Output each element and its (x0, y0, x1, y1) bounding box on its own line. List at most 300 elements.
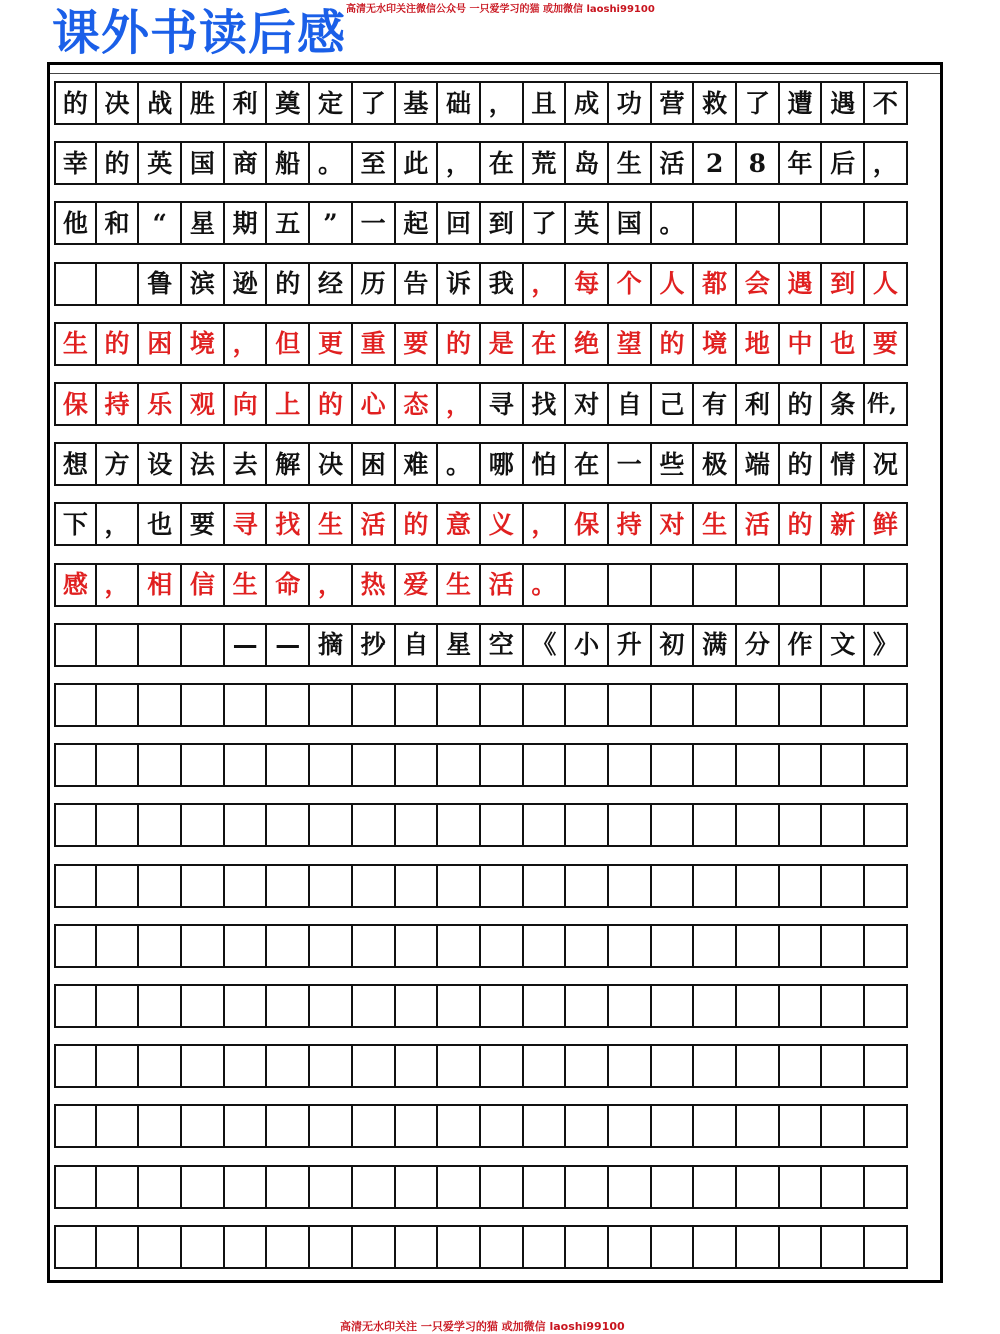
grid-cell (694, 565, 737, 605)
grid-cell: 到 (822, 264, 865, 304)
grid-cell (780, 685, 823, 725)
grid-cell (737, 685, 780, 725)
grid-cell: 作 (780, 625, 823, 665)
grid-cell (310, 805, 353, 845)
grid-cell: 此 (396, 143, 439, 183)
grid-row (54, 743, 908, 787)
grid-cell (566, 1046, 609, 1086)
grid-cell (652, 1167, 695, 1207)
grid-cell (97, 1167, 140, 1207)
grid-cell: 鲜 (865, 504, 908, 544)
grid-cell (822, 866, 865, 906)
grid-cell: 的 (97, 143, 140, 183)
grid-cell: 英 (566, 203, 609, 243)
grid-cell (396, 1167, 439, 1207)
grid-row (54, 201, 908, 245)
grid-cell: 新 (822, 504, 865, 544)
grid-cell (310, 1106, 353, 1146)
grid-cell (54, 866, 97, 906)
grid-cell: 己 (652, 384, 695, 424)
grid-cell: 础 (438, 83, 481, 123)
grid-cell (438, 685, 481, 725)
grid-cell: 都 (694, 264, 737, 304)
grid-cell: 哪 (481, 444, 524, 484)
grid-cell (865, 805, 908, 845)
grid-cell (524, 1167, 567, 1207)
grid-cell: 生 (694, 504, 737, 544)
grid-cell: 生 (225, 565, 268, 605)
grid-row (54, 382, 908, 426)
grid-cell (182, 1227, 225, 1267)
grid-cell: ， (225, 324, 268, 364)
grid-cell (97, 866, 140, 906)
grid-cell: 况 (865, 444, 908, 484)
grid-cell: 相 (139, 565, 182, 605)
grid-cell: 遇 (822, 83, 865, 123)
grid-cell: 条 (822, 384, 865, 424)
grid-cell (139, 1227, 182, 1267)
grid-cell (737, 1227, 780, 1267)
grid-cell: 决 (310, 444, 353, 484)
grid-row (54, 623, 908, 667)
grid-cell: 持 (609, 504, 652, 544)
grid-cell (524, 986, 567, 1026)
grid-cell (438, 986, 481, 1026)
grid-cell: 历 (353, 264, 396, 304)
composition-paper (47, 62, 943, 1283)
grid-cell: 生 (54, 324, 97, 364)
grid-cell: 义 (481, 504, 524, 544)
grid-cell (865, 203, 908, 243)
grid-cell: 的 (97, 324, 140, 364)
grid-cell: 下 (54, 504, 97, 544)
grid-cell: 且 (524, 83, 567, 123)
grid-cell: 设 (139, 444, 182, 484)
grid-cell (267, 1227, 310, 1267)
grid-cell: 》 (865, 625, 908, 665)
grid-row (54, 984, 908, 1028)
grid-cell: 人 (652, 264, 695, 304)
grid-cell (97, 986, 140, 1026)
grid-cell: 诉 (438, 264, 481, 304)
grid-cell (54, 986, 97, 1026)
grid-cell: ， (438, 384, 481, 424)
grid-cell: 的 (54, 83, 97, 123)
grid-cell: 热 (353, 565, 396, 605)
grid-cell: 国 (182, 143, 225, 183)
grid-cell: 经 (310, 264, 353, 304)
grid-cell (481, 1227, 524, 1267)
grid-cell (481, 986, 524, 1026)
grid-cell (865, 745, 908, 785)
grid-cell (780, 1106, 823, 1146)
grid-cell (182, 745, 225, 785)
grid-cell: 保 (566, 504, 609, 544)
grid-cell (822, 745, 865, 785)
grid-cell: 文 (822, 625, 865, 665)
grid-cell (54, 264, 97, 304)
grid-cell (652, 1046, 695, 1086)
grid-cell: 对 (652, 504, 695, 544)
grid-cell: 胜 (182, 83, 225, 123)
grid-cell: 的 (396, 504, 439, 544)
grid-cell: 会 (737, 264, 780, 304)
grid-cell: 的 (780, 384, 823, 424)
grid-cell (780, 745, 823, 785)
grid-cell (780, 1167, 823, 1207)
grid-cell: “ (139, 203, 182, 243)
grid-cell (609, 926, 652, 966)
grid-cell: 怕 (524, 444, 567, 484)
grid-cell (865, 986, 908, 1026)
grid-cell: 战 (139, 83, 182, 123)
grid-cell (652, 926, 695, 966)
grid-cell: 境 (694, 324, 737, 364)
grid-cell: 成 (566, 83, 609, 123)
grid-cell (566, 1106, 609, 1146)
grid-cell (97, 1227, 140, 1267)
grid-cell: 到 (481, 203, 524, 243)
grid-cell (780, 986, 823, 1026)
grid-cell (609, 745, 652, 785)
grid-cell: 《 (524, 625, 567, 665)
grid-cell: 抄 (353, 625, 396, 665)
grid-row (54, 1165, 908, 1209)
grid-cell: 对 (566, 384, 609, 424)
grid-cell: 的 (780, 444, 823, 484)
grid-cell: 的 (780, 504, 823, 544)
grid-cell (609, 866, 652, 906)
grid-cell (182, 625, 225, 665)
grid-cell (54, 745, 97, 785)
grid-cell: ， (310, 565, 353, 605)
grid-cell: 极 (694, 444, 737, 484)
grid-row (54, 262, 908, 306)
grid-cell (481, 745, 524, 785)
grid-cell (822, 805, 865, 845)
grid-cell: 遇 (780, 264, 823, 304)
grid-cell (353, 745, 396, 785)
grid-cell (267, 986, 310, 1026)
grid-cell (694, 685, 737, 725)
grid-cell: 想 (54, 444, 97, 484)
grid-cell: 中 (780, 324, 823, 364)
grid-cell: 。 (652, 203, 695, 243)
grid-cell (310, 866, 353, 906)
grid-cell: 8 (737, 143, 780, 183)
grid-cell (225, 986, 268, 1026)
grid-cell (396, 745, 439, 785)
grid-cell: 功 (609, 83, 652, 123)
grid-cell: 荒 (524, 143, 567, 183)
grid-cell (609, 1046, 652, 1086)
grid-cell (822, 1227, 865, 1267)
grid-row (54, 1225, 908, 1269)
grid-cell: ， (97, 504, 140, 544)
grid-cell: 一 (609, 444, 652, 484)
grid-cell: 解 (267, 444, 310, 484)
grid-cell (652, 1227, 695, 1267)
grid-cell: 升 (609, 625, 652, 665)
grid-row (54, 563, 908, 607)
grid-cell (353, 1046, 396, 1086)
grid-cell (396, 926, 439, 966)
grid-cell (566, 1167, 609, 1207)
grid-cell (737, 565, 780, 605)
grid-cell: 在 (524, 324, 567, 364)
grid-cell (182, 1046, 225, 1086)
grid-cell: 个 (609, 264, 652, 304)
grid-cell (737, 805, 780, 845)
grid-cell: 回 (438, 203, 481, 243)
grid-cell (139, 685, 182, 725)
grid-cell (865, 565, 908, 605)
grid-row (54, 1044, 908, 1088)
grid-cell (822, 203, 865, 243)
grid-cell: 。 (438, 444, 481, 484)
grid-cell: — (267, 625, 310, 665)
grid-cell: 去 (225, 444, 268, 484)
grid-cell (139, 625, 182, 665)
grid-cell (353, 1167, 396, 1207)
grid-cell (865, 926, 908, 966)
grid-cell: ” (310, 203, 353, 243)
grid-cell (566, 685, 609, 725)
grid-cell (737, 1046, 780, 1086)
grid-cell (481, 866, 524, 906)
grid-cell (97, 264, 140, 304)
grid-cell: 每 (566, 264, 609, 304)
grid-cell (438, 745, 481, 785)
grid-cell: 。 (310, 143, 353, 183)
grid-cell: 要 (396, 324, 439, 364)
grid-cell (225, 1046, 268, 1086)
grid-cell (694, 745, 737, 785)
grid-cell: 要 (865, 324, 908, 364)
grid-cell (737, 745, 780, 785)
grid-cell (182, 805, 225, 845)
grid-cell: 困 (353, 444, 396, 484)
grid-cell (225, 866, 268, 906)
grid-cell: 星 (438, 625, 481, 665)
grid-cell: 起 (396, 203, 439, 243)
grid-cell: 在 (566, 444, 609, 484)
grid-cell: 更 (310, 324, 353, 364)
grid-cell (396, 1227, 439, 1267)
grid-cell (267, 685, 310, 725)
grid-cell (97, 1046, 140, 1086)
grid-cell (652, 866, 695, 906)
grid-cell: 要 (182, 504, 225, 544)
grid-cell (225, 745, 268, 785)
grid-cell (310, 745, 353, 785)
grid-cell (396, 1106, 439, 1146)
grid-cell (865, 1227, 908, 1267)
grid-cell: 爱 (396, 565, 439, 605)
grid-cell: 命 (267, 565, 310, 605)
grid-cell (353, 1106, 396, 1146)
grid-cell: 生 (438, 565, 481, 605)
grid-cell (822, 565, 865, 605)
grid-cell (566, 805, 609, 845)
grid-cell: 感 (54, 565, 97, 605)
grid-cell (780, 805, 823, 845)
grid-cell: 定 (310, 83, 353, 123)
grid-cell (609, 565, 652, 605)
grid-cell: 态 (396, 384, 439, 424)
grid-cell (822, 926, 865, 966)
grid-cell (524, 1227, 567, 1267)
grid-cell: ， (97, 565, 140, 605)
grid-cell (566, 986, 609, 1026)
grid-cell (822, 1167, 865, 1207)
grid-cell: 境 (182, 324, 225, 364)
grid-cell (780, 203, 823, 243)
watermark-top: 高清无水印关注微信公众号 一只爱学习的猫 或加微信 laoshi99100 (346, 4, 655, 15)
grid-cell: 法 (182, 444, 225, 484)
grid-cell (97, 745, 140, 785)
grid-cell (524, 1046, 567, 1086)
grid-row (54, 1104, 908, 1148)
grid-cell: 遭 (780, 83, 823, 123)
grid-row (54, 141, 908, 185)
grid-cell (822, 1046, 865, 1086)
grid-cell (737, 986, 780, 1026)
grid-cell (694, 1046, 737, 1086)
grid-cell: 五 (267, 203, 310, 243)
grid-cell (822, 986, 865, 1026)
grid-cell (694, 926, 737, 966)
grid-row (54, 924, 908, 968)
grid-cell: 摘 (310, 625, 353, 665)
grid-cell: 满 (694, 625, 737, 665)
grid-cell: 星 (182, 203, 225, 243)
grid-cell: 信 (182, 565, 225, 605)
grid-cell (267, 745, 310, 785)
grid-cell (310, 685, 353, 725)
grid-cell: 小 (566, 625, 609, 665)
grid-cell: 了 (524, 203, 567, 243)
grid-row (54, 803, 908, 847)
grid-cell: 生 (310, 504, 353, 544)
grid-cell: 情 (822, 444, 865, 484)
grid-cell: 岛 (566, 143, 609, 183)
grid-cell (182, 1106, 225, 1146)
grid-cell: 方 (97, 444, 140, 484)
grid-cell: 找 (524, 384, 567, 424)
grid-cell (438, 926, 481, 966)
grid-cell (97, 926, 140, 966)
grid-cell: 心 (353, 384, 396, 424)
grid-cell: 活 (481, 565, 524, 605)
grid-cell: 些 (652, 444, 695, 484)
grid-cell: 逊 (225, 264, 268, 304)
grid-cell (139, 926, 182, 966)
grid-cell: 件, (865, 384, 908, 424)
grid-cell: 营 (652, 83, 695, 123)
grid-cell (524, 926, 567, 966)
grid-cell (267, 1106, 310, 1146)
grid-cell (225, 1167, 268, 1207)
grid-cell: 了 (737, 83, 780, 123)
grid-cell: 了 (353, 83, 396, 123)
grid-cell: 告 (396, 264, 439, 304)
grid-cell (481, 1046, 524, 1086)
grid-cell (609, 1167, 652, 1207)
grid-cell (566, 745, 609, 785)
grid-cell (865, 1106, 908, 1146)
grid-cell: 难 (396, 444, 439, 484)
grid-cell (396, 866, 439, 906)
grid-cell: 商 (225, 143, 268, 183)
grid-cell: 国 (609, 203, 652, 243)
grid-cell: 活 (737, 504, 780, 544)
grid-cell: 利 (225, 83, 268, 123)
grid-cell (54, 1227, 97, 1267)
grid-cell (310, 926, 353, 966)
grid-cell: 的 (267, 264, 310, 304)
grid-cell (182, 926, 225, 966)
grid-cell (524, 805, 567, 845)
grid-cell (139, 1106, 182, 1146)
grid-cell: 至 (353, 143, 396, 183)
grid-cell: 是 (481, 324, 524, 364)
grid-cell: 的 (438, 324, 481, 364)
grid-cell: 初 (652, 625, 695, 665)
grid-row (54, 81, 908, 125)
grid-cell: 奠 (267, 83, 310, 123)
grid-cell (267, 1167, 310, 1207)
grid-cell: 有 (694, 384, 737, 424)
grid-cell: 但 (267, 324, 310, 364)
grid-cell: 分 (737, 625, 780, 665)
grid-cell (139, 1046, 182, 1086)
grid-cell: 。 (524, 565, 567, 605)
grid-cell (353, 986, 396, 1026)
grid-cell (865, 685, 908, 725)
page-title: 课外书读后感 (52, 5, 347, 61)
grid-cell (481, 685, 524, 725)
grid-cell (225, 805, 268, 845)
grid-cell (524, 866, 567, 906)
grid-cell (225, 926, 268, 966)
grid-cell: 后 (822, 143, 865, 183)
grid-cell: 意 (438, 504, 481, 544)
grid-cell (737, 926, 780, 966)
grid-row (54, 442, 908, 486)
grid-cell (694, 203, 737, 243)
grid-cell: ， (865, 143, 908, 183)
grid-cell (652, 685, 695, 725)
grid-cell: 基 (396, 83, 439, 123)
grid-cell: 自 (396, 625, 439, 665)
grid-cell (353, 805, 396, 845)
grid-cell: 上 (267, 384, 310, 424)
grid-cell (438, 1106, 481, 1146)
grid-row (54, 683, 908, 727)
grid-cell (438, 866, 481, 906)
grid-cell (481, 926, 524, 966)
grid-cell: 保 (54, 384, 97, 424)
grid-cell (780, 1227, 823, 1267)
grid-cell: ， (481, 83, 524, 123)
grid-cell (182, 685, 225, 725)
grid-cell (438, 805, 481, 845)
grid-cell: 活 (652, 143, 695, 183)
grid-cell (780, 866, 823, 906)
grid-cell: 人 (865, 264, 908, 304)
grid-cell: 生 (609, 143, 652, 183)
